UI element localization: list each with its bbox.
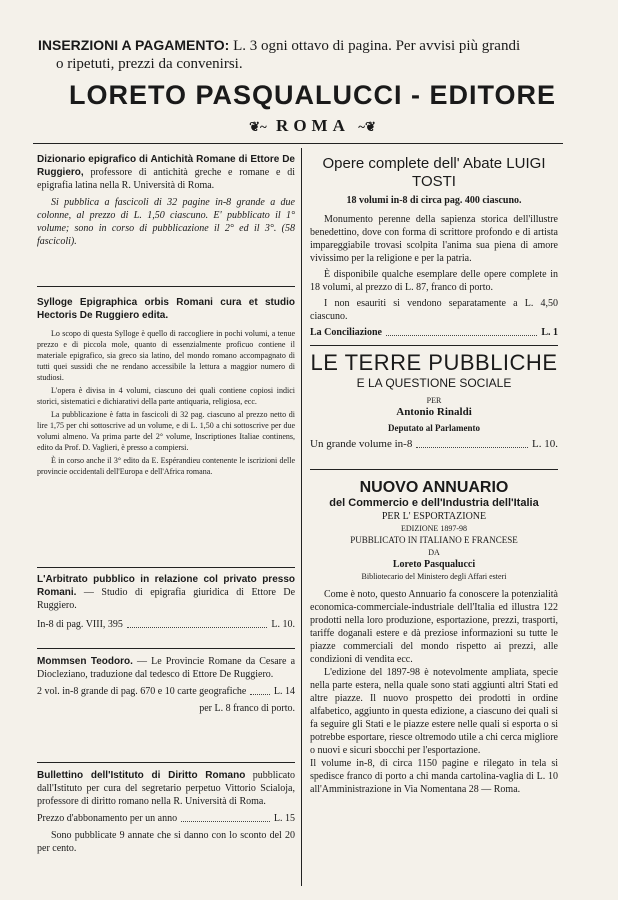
publisher-heading: LORETO PASQUALUCCI - EDITORE [68,80,557,110]
ad-title: NUOVO ANNUARIO [359,479,509,496]
ad-tosti [310,155,558,339]
ad-paragraph: I non esauriti si vendono separatamente a L. 4,50 ciascuno. [310,298,558,322]
right-rule-2 [310,469,558,470]
right-rule-1 [310,345,558,346]
ad-paragraph: L'edizione del 1897-98 è notevolmente ampliata, specie nella parte estera, nella quale sono stati aggiunti altri Stati ed altre piazze. Il nuovo prospetto dei prodotti in ordine alfabetico, aggiunto in questa edizione, a ciascuno dei quali si fa seguire gli Stati e le piazze estere nelle quali si esporta o si potrebbe esportare, riesce oltremodo utile a chi cerca migliore o nuovi e sicuri sbocchi per l'esportazione. [310,667,558,756]
ad-price: L. 10. [271,619,295,630]
ad-bullettino [37,769,295,855]
ad-subtitle: del Commercio e dell'Industria dell'Italia [329,497,539,509]
top-notice [38,36,588,73]
ad-paragraph: Lo scopo di questa Sylloge è quello di raccogliere in pochi volumi, a tenue prezzo e di piccola mole, quanto di essenzialmente proficuo contiene il materiale epigrafico, sia greco sia latino, del mondo romano accompagnato di tutti quei sussidi che ne rendano accessibile la lettura a maggior numero di studiosi. [37,329,295,382]
ad-spec: Prezzo d'abbonamento per un anno [37,813,178,824]
notice-label: INSERZIONI A PAGAMENTO: [38,37,230,53]
notice-line1: L. 3 ogni ottavo di pagina. Per avvisi più grandi [233,38,521,54]
ad-text: — Studio di epigrafia giuridica di Ettore De Ruggiero. [37,587,296,611]
ad-text: pubblicato dall'Istituto per cura del segretario perpetuo Vittorio Scialoja, professore di diritto romano nella R. Università di Roma. [37,770,295,807]
ornament-right-icon: ~❦ [358,119,376,134]
left-rule-1 [37,286,295,287]
ad-mommsen [37,655,295,715]
ad-annuario [310,478,558,796]
leader-dots [127,618,267,628]
ad-spec: In-8 di pag. VIII, 395 [37,619,123,630]
ad-dizionario [37,153,295,248]
ad-note: Si pubblica a fascicoli di 32 pagine in-8 grande a due colonne, al prezzo di L. 1,50 ciascuno. E' pubblicato il 1° volume; sono in corso di pubblicazione il 2° ed il 3°. (58 fascicoli). [37,197,295,247]
ad-for: PER L' ESPORTAZIONE [381,511,487,522]
ad-paragraph: Il volume in-8, di circa 1150 pagine e rilegato in tela si spedisce franco di porto a chi manda cartolina-vaglia di L. 10 all'Amministrazione in Via Nomentana 28 — Roma. [310,758,558,795]
leader-dots [386,326,537,336]
ad-edition: EDIZIONE 1897-98 [401,524,467,533]
ad-subtitle: 18 volumi in-8 di circa pag. 400 ciascuno. [346,195,522,206]
ad-paragraph: La pubblicazione è fatta in fascicoli di 32 pag. ciascuno al prezzo netto di lire 1,75 per chi sottoscrive ad un volume, e di L. 1,50 a chi sottoscrive per due volumi almeno. Va prima parte del 2° volume, Inscriptiones Italiae continens, edito da Prof. D. Vaglieri, è presso a compiersi. [37,410,295,452]
ad-title: LE TERRE PUBBLICHE [310,350,558,375]
ad-arbitrato [37,573,295,631]
ad-text: professore di antichità greche e romane e di epigrafia latina nella R. Università di Roma. [37,167,295,191]
notice-line2: o ripetuti, prezzi da convenirsi. [56,56,243,72]
ad-title: Opere complete dell' Abate LUIGI TOSTI [322,155,546,190]
leader-dots [181,812,270,822]
ad-title: Mommsen Teodoro. [37,656,133,667]
ad-language: PUBBLICATO IN ITALIANO E FRANCESE [350,535,518,545]
city-heading [40,116,585,136]
ad-price: L. 15 [273,813,295,824]
ad-paragraph: L'opera è divisa in 4 volumi, ciascuno dei quali contiene copiosi indici storici, sistematici e dichiarativi della parte antiquaria, religiosa, ecc. [37,386,295,406]
ad-spec: 2 vol. in-8 grande di pag. 670 e 10 carte geografiche [37,686,247,697]
ad-title: Bullettino dell'Istituto di Diritto Romano [37,770,246,781]
left-rule-3 [37,648,295,649]
ad-paragraph: È disponibile qualche esemplare delle opere complete in 18 volumi, al prezzo di L. 87, franco di porto. [310,269,558,293]
left-rule-4 [37,762,295,763]
ad-da: DA [428,548,440,557]
ad-subtitle: E LA QUESTIONE SOCIALE [356,376,512,390]
ornament-left-icon: ❦~ [249,119,267,134]
ad-price: L. 14 [273,686,295,697]
ad-per: PER [426,396,442,405]
ad-price: L. 1 [541,327,558,338]
ad-paragraph: Monumento perenne della sapienza storica dell'illustre benedettino, dove con forma di scrittore profondo e di artista impareggiabile trovasi scolpita l'anima sua piena di amore vivissimo per la religione e per la patria. [310,214,558,264]
ad-role: Bibliotecario del Ministero degli Affari esteri [361,572,507,581]
ad-spec: La Conciliazione [310,327,382,338]
leader-dots [250,685,270,695]
ad-author: Loreto Pasqualucci [392,559,476,570]
city-name: ROMA [276,116,349,135]
ad-price: L. 10. [532,438,558,450]
ad-sylloge [37,296,295,477]
column-rule [301,148,302,886]
ad-paragraph: Come è noto, questo Annuario fa conoscere la potenzialità economica-commerciale-industriale dell'Italia ed illustra 122 prodotti nella loro produzione, esportazione, prezzi, trasporti, tariffe doganali estere e dà preziose informazioni su tutte le piazze commerciali del mondo rispetto ai prezzi, alle condizioni di vendita ecc. [310,589,558,665]
ad-text: — Le Provincie Romane da Cesare a Diocleziano, traduzione dal tedesco di Ettore De Ruggiero. [37,656,296,680]
left-rule-2 [37,567,295,568]
ad-title: Sylloge Epigraphica orbis Romani cura et studio Hectoris De Ruggiero edita. [37,297,295,321]
ad-alt-price: per L. 8 franco di porto. [199,703,295,714]
ad-terre-pubbliche [310,350,558,451]
ad-role: Deputato al Parlamento [388,423,480,433]
ad-note: Sono pubblicate 9 annate che si danno con lo sconto del 20 per cento. [37,830,295,854]
ad-spec: Un grande volume in-8 [310,438,413,450]
ad-paragraph: È in corso anche il 3° edito da E. Espérandieu contenente le iscrizioni delle provincie occidentali dell'Europa e dell'Africa romana. [37,456,295,476]
ad-title: Dizionario epigrafico di Antichità Romane di Ettore De Ruggiero, [37,154,295,178]
leader-dots [416,438,528,448]
ad-author: Antonio Rinaldi [396,406,472,418]
ad-title: L'Arbitrato pubblico in relazione col privato presso Romani. [37,574,295,598]
header-rule [33,143,563,144]
